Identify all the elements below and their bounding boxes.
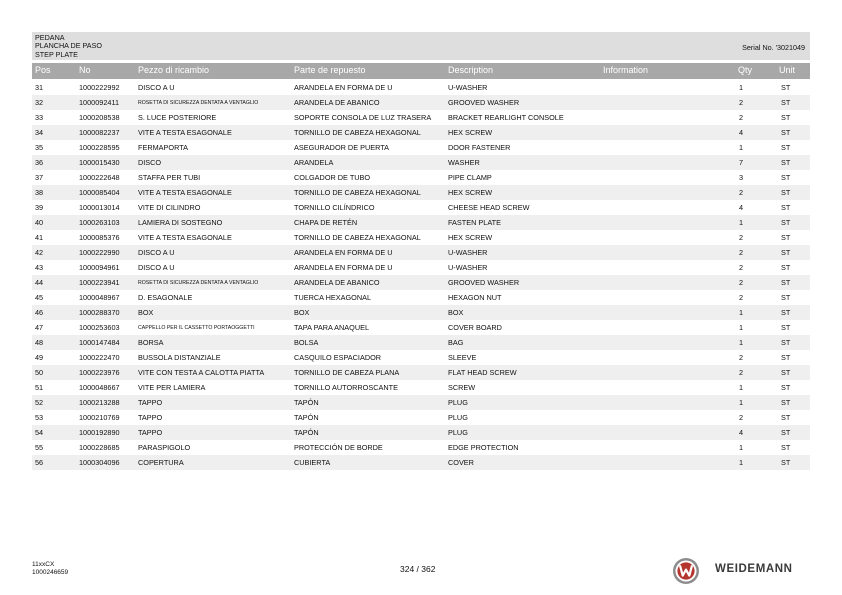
cell-pezzo: D. ESAGONALE bbox=[138, 293, 193, 302]
cell-description: PLUG bbox=[448, 398, 468, 407]
cell-qty: 2 bbox=[739, 248, 744, 257]
cell-description: CHEESE HEAD SCREW bbox=[448, 203, 530, 212]
page-number: 324 / 362 bbox=[400, 564, 436, 574]
table-row bbox=[32, 455, 810, 470]
cell-unit: ST bbox=[781, 398, 791, 407]
cell-qty: 2 bbox=[739, 98, 744, 107]
cell-qty: 2 bbox=[739, 293, 744, 302]
cell-pos: 52 bbox=[35, 398, 44, 407]
cell-description: PLUG bbox=[448, 413, 468, 422]
cell-qty: 2 bbox=[739, 278, 744, 287]
cell-pos: 32 bbox=[35, 98, 44, 107]
cell-description: GROOVED WASHER bbox=[448, 98, 520, 107]
table-row bbox=[32, 320, 810, 335]
document-header bbox=[32, 32, 810, 60]
cell-part-number: 1000092411 bbox=[79, 98, 120, 107]
cell-pezzo: CAPPELLO PER IL CASSETTO PORTAOGGETTI bbox=[138, 324, 255, 331]
cell-parte: CUBIERTA bbox=[294, 458, 331, 467]
cell-parte: ASEGURADOR DE PUERTA bbox=[294, 143, 390, 152]
cell-qty: 1 bbox=[739, 338, 744, 347]
table-row bbox=[32, 350, 810, 365]
title-line-en: STEP PLATE bbox=[35, 49, 78, 59]
cell-qty: 1 bbox=[739, 83, 744, 92]
cell-parte: SOPORTE CONSOLA DE LUZ TRASERA bbox=[294, 113, 432, 122]
cell-description: U-WASHER bbox=[448, 263, 488, 272]
table-row bbox=[32, 425, 810, 440]
cell-pos: 31 bbox=[35, 83, 44, 92]
cell-part-number: 1000222648 bbox=[79, 173, 120, 182]
cell-pos: 50 bbox=[35, 368, 44, 377]
cell-parte: TORNILLO DE CABEZA PLANA bbox=[294, 368, 400, 377]
cell-pezzo: STAFFA PER TUBI bbox=[138, 173, 201, 182]
cell-unit: ST bbox=[781, 413, 791, 422]
cell-pezzo: PARASPIGOLO bbox=[138, 443, 191, 452]
cell-pos: 53 bbox=[35, 413, 44, 422]
cell-description: EDGE PROTECTION bbox=[448, 443, 519, 452]
cell-qty: 1 bbox=[739, 143, 744, 152]
cell-pos: 48 bbox=[35, 338, 44, 347]
table-row bbox=[32, 380, 810, 395]
cell-unit: ST bbox=[781, 383, 791, 392]
cell-unit: ST bbox=[781, 218, 791, 227]
cell-qty: 2 bbox=[739, 113, 744, 122]
cell-pos: 33 bbox=[35, 113, 44, 122]
table-row bbox=[32, 245, 810, 260]
cell-qty: 1 bbox=[739, 443, 744, 452]
cell-qty: 1 bbox=[739, 398, 744, 407]
cell-parte: BOX bbox=[294, 308, 310, 317]
cell-pezzo: VITE PER LAMIERA bbox=[138, 383, 206, 392]
cell-part-number: 1000210769 bbox=[79, 413, 120, 422]
cell-pezzo: DISCO A U bbox=[138, 83, 175, 92]
cell-part-number: 1000147484 bbox=[79, 338, 120, 347]
footer-doc-code bbox=[32, 561, 68, 576]
cell-pos: 44 bbox=[35, 278, 44, 287]
cell-unit: ST bbox=[781, 368, 791, 377]
cell-part-number: 1000222470 bbox=[79, 353, 120, 362]
cell-pezzo: VITE A TESTA ESAGONALE bbox=[138, 128, 232, 137]
cell-description: COVER bbox=[448, 458, 474, 467]
cell-unit: ST bbox=[781, 143, 791, 152]
cell-part-number: 1000253603 bbox=[79, 323, 120, 332]
table-row bbox=[32, 155, 810, 170]
table-row bbox=[32, 125, 810, 140]
cell-part-number: 1000222990 bbox=[79, 248, 120, 257]
cell-qty: 1 bbox=[739, 383, 744, 392]
table-row bbox=[32, 95, 810, 110]
cell-qty: 1 bbox=[739, 218, 744, 227]
cell-parte: ARANDELA EN FORMA DE U bbox=[294, 263, 393, 272]
cell-unit: ST bbox=[781, 248, 791, 257]
cell-description: BAG bbox=[448, 338, 464, 347]
cell-pos: 43 bbox=[35, 263, 44, 272]
cell-description: FLAT HEAD SCREW bbox=[448, 368, 517, 377]
column-header-parte: Parte de repuesto bbox=[294, 65, 366, 75]
assembly-title bbox=[35, 34, 102, 59]
cell-pos: 56 bbox=[35, 458, 44, 467]
cell-part-number: 1000222992 bbox=[79, 83, 120, 92]
cell-part-number: 1000082237 bbox=[79, 128, 120, 137]
table-row bbox=[32, 290, 810, 305]
column-header-pos: Pos bbox=[35, 65, 51, 75]
cell-part-number: 1000223976 bbox=[79, 368, 120, 377]
cell-part-number: 1000228595 bbox=[79, 143, 120, 152]
table-row bbox=[32, 170, 810, 185]
cell-pezzo: TAPPO bbox=[138, 398, 163, 407]
cell-pos: 47 bbox=[35, 323, 44, 332]
cell-pos: 37 bbox=[35, 173, 44, 182]
column-header-pezzo: Pezzo di ricambio bbox=[138, 65, 210, 75]
cell-pos: 54 bbox=[35, 428, 44, 437]
cell-qty: 2 bbox=[739, 413, 744, 422]
cell-description: GROOVED WASHER bbox=[448, 278, 520, 287]
column-header-unit: Unit bbox=[779, 65, 796, 75]
cell-part-number: 1000304096 bbox=[79, 458, 120, 467]
cell-description: HEXAGON NUT bbox=[448, 293, 502, 302]
cell-qty: 2 bbox=[739, 188, 744, 197]
cell-description: DOOR FASTENER bbox=[448, 143, 511, 152]
cell-qty: 2 bbox=[739, 368, 744, 377]
cell-unit: ST bbox=[781, 428, 791, 437]
footer-doc-number: 1000246659 bbox=[32, 568, 69, 576]
cell-pezzo: VITE CON TESTA A CALOTTA PIATTA bbox=[138, 368, 265, 377]
cell-part-number: 1000192890 bbox=[79, 428, 120, 437]
cell-pezzo: ROSETTA DI SICUREZZA DENTATA A VENTAGLIO bbox=[138, 99, 259, 106]
cell-description: U-WASHER bbox=[448, 248, 488, 257]
cell-description: SCREW bbox=[448, 383, 476, 392]
cell-parte: BOLSA bbox=[294, 338, 319, 347]
cell-unit: ST bbox=[781, 203, 791, 212]
cell-pos: 49 bbox=[35, 353, 44, 362]
cell-parte: COLGADOR DE TUBO bbox=[294, 173, 371, 182]
cell-pos: 45 bbox=[35, 293, 44, 302]
cell-description: U-WASHER bbox=[448, 83, 488, 92]
cell-description: HEX SCREW bbox=[448, 233, 493, 242]
cell-pos: 34 bbox=[35, 128, 44, 137]
cell-parte: ARANDELA EN FORMA DE U bbox=[294, 248, 393, 257]
column-header-description: Description bbox=[448, 65, 494, 75]
table-row bbox=[32, 140, 810, 155]
cell-unit: ST bbox=[781, 158, 791, 167]
parts-table bbox=[32, 80, 810, 470]
cell-unit: ST bbox=[781, 278, 791, 287]
table-row bbox=[32, 230, 810, 245]
cell-qty: 3 bbox=[739, 173, 744, 182]
cell-pos: 41 bbox=[35, 233, 44, 242]
column-header-no: No bbox=[79, 65, 91, 75]
cell-description: HEX SCREW bbox=[448, 128, 493, 137]
cell-unit: ST bbox=[781, 293, 791, 302]
table-row bbox=[32, 80, 810, 95]
cell-qty: 1 bbox=[739, 323, 744, 332]
cell-parte: CHAPA DE RETÉN bbox=[294, 218, 358, 227]
cell-part-number: 1000015430 bbox=[79, 158, 120, 167]
cell-parte: TAPA PARA ANAQUEL bbox=[294, 323, 370, 332]
cell-qty: 1 bbox=[739, 308, 744, 317]
cell-unit: ST bbox=[781, 128, 791, 137]
cell-part-number: 1000213288 bbox=[79, 398, 120, 407]
cell-pezzo: DISCO A U bbox=[138, 248, 175, 257]
cell-qty: 7 bbox=[739, 158, 744, 167]
cell-parte: TORNILLO CILÍNDRICO bbox=[294, 203, 375, 212]
cell-unit: ST bbox=[781, 233, 791, 242]
cell-parte: TAPÓN bbox=[294, 413, 319, 422]
cell-unit: ST bbox=[781, 98, 791, 107]
cell-part-number: 1000208538 bbox=[79, 113, 120, 122]
cell-part-number: 1000223941 bbox=[79, 278, 120, 287]
cell-part-number: 1000288370 bbox=[79, 308, 120, 317]
table-row bbox=[32, 185, 810, 200]
cell-description: COVER BOARD bbox=[448, 323, 502, 332]
title-line-it: PEDANA bbox=[35, 33, 65, 42]
cell-pezzo: TAPPO bbox=[138, 428, 163, 437]
cell-description: FASTEN PLATE bbox=[448, 218, 501, 227]
cell-unit: ST bbox=[781, 263, 791, 272]
column-header-qty: Qty bbox=[738, 65, 753, 75]
cell-parte: TORNILLO DE CABEZA HEXAGONAL bbox=[294, 128, 421, 137]
cell-unit: ST bbox=[781, 308, 791, 317]
cell-pezzo: TAPPO bbox=[138, 413, 163, 422]
cell-qty: 1 bbox=[739, 458, 744, 467]
cell-pos: 42 bbox=[35, 248, 44, 257]
cell-parte: CASQUILO ESPACIADOR bbox=[294, 353, 382, 362]
cell-part-number: 1000094961 bbox=[79, 263, 120, 272]
cell-unit: ST bbox=[781, 323, 791, 332]
cell-part-number: 1000085376 bbox=[79, 233, 120, 242]
cell-description: PIPE CLAMP bbox=[448, 173, 492, 182]
cell-pezzo: BUSSOLA DISTANZIALE bbox=[138, 353, 221, 362]
cell-qty: 4 bbox=[739, 428, 744, 437]
cell-part-number: 1000263103 bbox=[79, 218, 120, 227]
cell-unit: ST bbox=[781, 113, 791, 122]
cell-pezzo: DISCO A U bbox=[138, 263, 175, 272]
cell-parte: PROTECCIÓN DE BORDE bbox=[294, 443, 383, 452]
table-row bbox=[32, 305, 810, 320]
table-row bbox=[32, 395, 810, 410]
cell-parte: TUERCA HEXAGONAL bbox=[294, 293, 372, 302]
cell-unit: ST bbox=[781, 188, 791, 197]
table-row bbox=[32, 110, 810, 125]
cell-unit: ST bbox=[781, 353, 791, 362]
table-row bbox=[32, 200, 810, 215]
cell-description: HEX SCREW bbox=[448, 188, 493, 197]
cell-pezzo: LAMIERA DI SOSTEGNO bbox=[138, 218, 223, 227]
cell-parte: TAPÓN bbox=[294, 428, 319, 437]
table-row bbox=[32, 275, 810, 290]
cell-pezzo: FERMAPORTA bbox=[138, 143, 189, 152]
cell-parte: TORNILLO DE CABEZA HEXAGONAL bbox=[294, 233, 421, 242]
cell-parte: ARANDELA DE ABANICO bbox=[294, 278, 380, 287]
table-row bbox=[32, 365, 810, 380]
cell-part-number: 1000085404 bbox=[79, 188, 120, 197]
table-row bbox=[32, 410, 810, 425]
cell-pezzo: VITE A TESTA ESAGONALE bbox=[138, 188, 232, 197]
cell-parte: TORNILLO DE CABEZA HEXAGONAL bbox=[294, 188, 421, 197]
cell-parte: TORNILLO AUTORROSCANTE bbox=[294, 383, 398, 392]
brand-name: WEIDEMANN bbox=[715, 563, 793, 575]
table-row bbox=[32, 215, 810, 230]
cell-pezzo: BOX bbox=[138, 308, 154, 317]
cell-pezzo: DISCO bbox=[138, 158, 162, 167]
table-row bbox=[32, 335, 810, 350]
cell-part-number: 1000228685 bbox=[79, 443, 120, 452]
table-row bbox=[32, 260, 810, 275]
cell-part-number: 1000013014 bbox=[79, 203, 120, 212]
cell-pos: 35 bbox=[35, 143, 44, 152]
cell-qty: 4 bbox=[739, 203, 744, 212]
table-header bbox=[32, 63, 810, 79]
cell-description: BRACKET REARLIGHT CONSOLE bbox=[448, 113, 564, 122]
cell-description: PLUG bbox=[448, 428, 468, 437]
cell-pos: 36 bbox=[35, 158, 44, 167]
cell-pezzo: S. LUCE POSTERIORE bbox=[138, 113, 217, 122]
cell-unit: ST bbox=[781, 83, 791, 92]
cell-unit: ST bbox=[781, 173, 791, 182]
cell-qty: 2 bbox=[739, 263, 744, 272]
cell-pezzo: VITE A TESTA ESAGONALE bbox=[138, 233, 232, 242]
cell-pezzo: BORSA bbox=[138, 338, 164, 347]
cell-qty: 4 bbox=[739, 128, 744, 137]
cell-qty: 2 bbox=[739, 353, 744, 362]
cell-pos: 38 bbox=[35, 188, 44, 197]
cell-parte: ARANDELA EN FORMA DE U bbox=[294, 83, 393, 92]
table-row bbox=[32, 440, 810, 455]
title-line-es: PLANCHA DE PASO bbox=[35, 41, 102, 51]
weidemann-w-logo-icon bbox=[671, 556, 701, 591]
cell-unit: ST bbox=[781, 458, 791, 467]
cell-pos: 51 bbox=[35, 383, 44, 392]
cell-pos: 39 bbox=[35, 203, 44, 212]
cell-parte: ARANDELA DE ABANICO bbox=[294, 98, 380, 107]
cell-part-number: 1000048667 bbox=[79, 383, 120, 392]
cell-pos: 40 bbox=[35, 218, 44, 227]
cell-pezzo: COPERTURA bbox=[138, 458, 184, 467]
cell-parte: ARANDELA bbox=[294, 158, 334, 167]
cell-description: SLEEVE bbox=[448, 353, 477, 362]
cell-description: WASHER bbox=[448, 158, 480, 167]
cell-parte: TAPÓN bbox=[294, 398, 319, 407]
footer-model: 11xxCX bbox=[32, 561, 55, 568]
cell-pos: 46 bbox=[35, 308, 44, 317]
cell-qty: 2 bbox=[739, 233, 744, 242]
cell-unit: ST bbox=[781, 338, 791, 347]
serial-number: Serial No. '3021049 bbox=[742, 43, 805, 52]
cell-unit: ST bbox=[781, 443, 791, 452]
cell-description: BOX bbox=[448, 308, 464, 317]
cell-pezzo: VITE DI CILINDRO bbox=[138, 203, 201, 212]
column-header-information: Information bbox=[603, 65, 649, 75]
cell-pos: 55 bbox=[35, 443, 44, 452]
cell-part-number: 1000048967 bbox=[79, 293, 120, 302]
cell-pezzo: ROSETTA DI SICUREZZA DENTATA A VENTAGLIO bbox=[138, 279, 259, 286]
